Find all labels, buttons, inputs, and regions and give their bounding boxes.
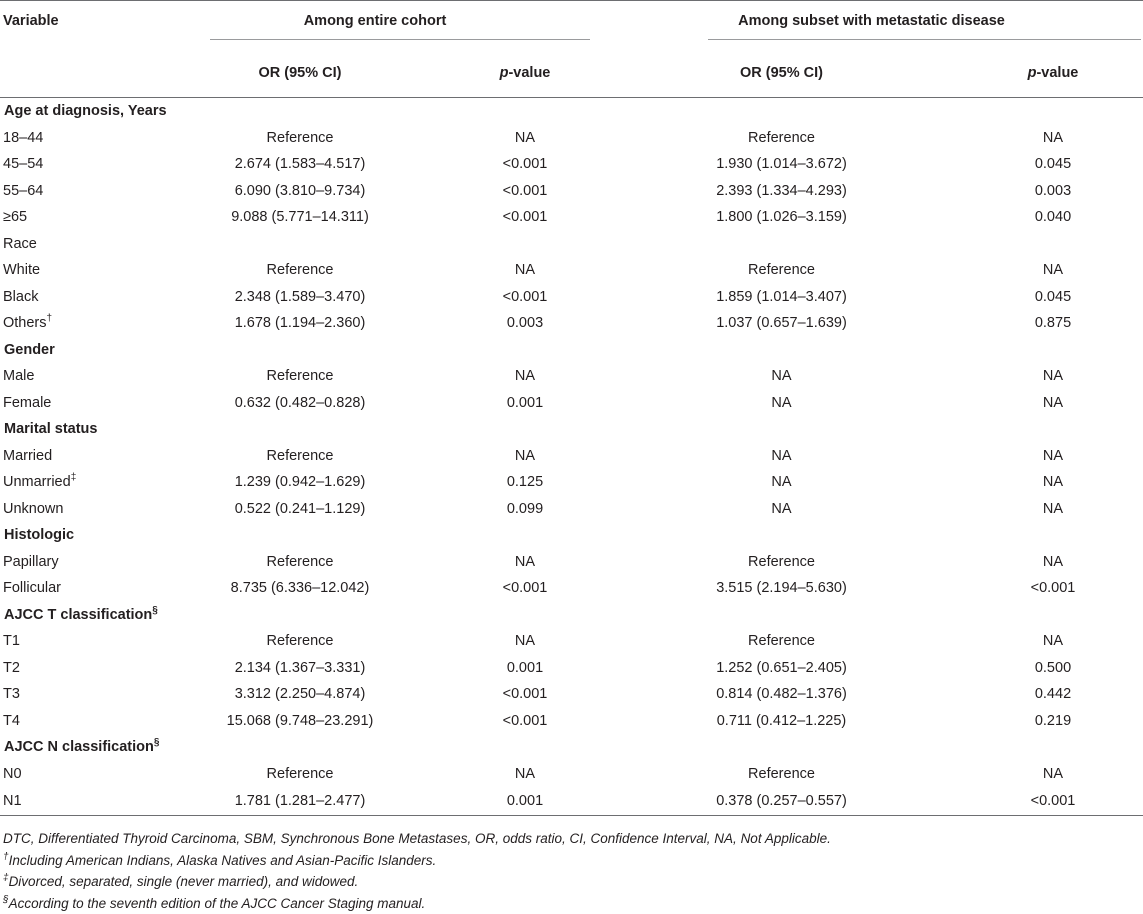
- table-row: [0, 390, 1143, 417]
- group-row: [0, 734, 1143, 761]
- p-value-metastatic: 0.500: [963, 655, 1143, 682]
- footnote: DTC, Differentiated Thyroid Carcinoma, SBM, Synchronous Bone Metastases, OR, odds ratio, CI, Confidence Interval, NA, Not Applicable.: [3, 828, 1143, 850]
- p-value-metastatic: NA: [963, 390, 1143, 417]
- p-value-metastatic: <0.001: [963, 787, 1143, 816]
- group-label: Histologic: [0, 522, 150, 549]
- p-value-metastatic: [963, 98, 1143, 125]
- row-label: Male: [0, 363, 150, 390]
- row-label: Unknown: [0, 496, 150, 523]
- p-value-cohort: <0.001: [450, 178, 600, 205]
- p-value-metastatic: NA: [963, 761, 1143, 788]
- p-value-cohort: NA: [450, 628, 600, 655]
- row-label: White: [0, 257, 150, 284]
- group1-underline: [210, 39, 590, 40]
- or-ci-cohort: 3.312 (2.250–4.874): [150, 681, 450, 708]
- table-row: [0, 204, 1143, 231]
- or-ci-cohort: 6.090 (3.810–9.734): [150, 178, 450, 205]
- table-row: [0, 125, 1143, 152]
- p-value-cohort: <0.001: [450, 681, 600, 708]
- table-row: [0, 575, 1143, 602]
- p-value-cohort: [450, 522, 600, 549]
- table-row: [0, 628, 1143, 655]
- p-value-metastatic: 0.003: [963, 178, 1143, 205]
- p-value-cohort: 0.001: [450, 787, 600, 816]
- group-label: AJCC N classification§: [0, 734, 150, 761]
- table-row: [0, 496, 1143, 523]
- p-value-cohort: NA: [450, 257, 600, 284]
- or-ci-metastatic: [600, 231, 963, 258]
- p-value-metastatic: NA: [963, 443, 1143, 470]
- table-row: [0, 363, 1143, 390]
- footnote-marker: §: [152, 605, 158, 616]
- or-ci-cohort: Reference: [150, 628, 450, 655]
- or-ci-cohort: Reference: [150, 443, 450, 470]
- or-ci-cohort: [150, 734, 450, 761]
- p-value-metastatic: NA: [963, 125, 1143, 152]
- table-row: [0, 655, 1143, 682]
- p-value-cohort: 0.001: [450, 390, 600, 417]
- table-row: [0, 443, 1143, 470]
- p-value-metastatic: 0.219: [963, 708, 1143, 735]
- p-value-cohort: NA: [450, 761, 600, 788]
- footnote: †Including American Indians, Alaska Natives and Asian-Pacific Islanders.: [3, 850, 1143, 872]
- p-value-metastatic: NA: [963, 628, 1143, 655]
- or-ci-cohort: 0.522 (0.241–1.129): [150, 496, 450, 523]
- p-value-metastatic: 0.875: [963, 310, 1143, 337]
- group-row: [0, 337, 1143, 364]
- p-value-metastatic: NA: [963, 469, 1143, 496]
- header-row-columns: [0, 49, 1143, 98]
- row-label: Others†: [0, 310, 150, 337]
- group2-underline: [708, 39, 1141, 40]
- or-ci-metastatic: 1.037 (0.657–1.639): [600, 310, 963, 337]
- p-value-cohort: <0.001: [450, 151, 600, 178]
- footnote-marker: †: [3, 851, 9, 862]
- or-ci-cohort: Reference: [150, 761, 450, 788]
- row-label: T3: [0, 681, 150, 708]
- or-ci-metastatic: Reference: [600, 125, 963, 152]
- p-value-metastatic: NA: [963, 549, 1143, 576]
- table-row: [0, 178, 1143, 205]
- or-ci-metastatic: [600, 337, 963, 364]
- or-ci-metastatic: NA: [600, 443, 963, 470]
- or-ci-cohort: 1.781 (1.281–2.477): [150, 787, 450, 816]
- p-value-metastatic: [963, 337, 1143, 364]
- p-value-metastatic: NA: [963, 496, 1143, 523]
- or-ci-cohort: 2.674 (1.583–4.517): [150, 151, 450, 178]
- or-ci-cohort: Reference: [150, 125, 450, 152]
- table-row: [0, 151, 1143, 178]
- table-body: [0, 98, 1143, 816]
- table-row: [0, 310, 1143, 337]
- row-label: N0: [0, 761, 150, 788]
- or-ci-metastatic: Reference: [600, 549, 963, 576]
- or-ci-cohort: 1.678 (1.194–2.360): [150, 310, 450, 337]
- row-label: 55–64: [0, 178, 150, 205]
- header-or-ci-2: OR (95% CI): [600, 49, 963, 98]
- p-value-cohort: [450, 337, 600, 364]
- or-ci-metastatic: 3.515 (2.194–5.630): [600, 575, 963, 602]
- row-label: Follicular: [0, 575, 150, 602]
- row-label: N1: [0, 787, 150, 816]
- p-value-cohort: [450, 98, 600, 125]
- or-ci-metastatic: NA: [600, 390, 963, 417]
- or-ci-metastatic: NA: [600, 496, 963, 523]
- header-or-ci-1: OR (95% CI): [150, 49, 450, 98]
- or-ci-metastatic: [600, 522, 963, 549]
- row-label: T1: [0, 628, 150, 655]
- p-value-cohort: NA: [450, 549, 600, 576]
- footnote: ‡Divorced, separated, single (never married), and widowed.: [3, 871, 1143, 893]
- group-row: [0, 416, 1143, 443]
- table-row: [0, 708, 1143, 735]
- p-value-metastatic: NA: [963, 363, 1143, 390]
- p-value-metastatic: [963, 734, 1143, 761]
- group-row: [0, 231, 1143, 258]
- or-ci-cohort: 8.735 (6.336–12.042): [150, 575, 450, 602]
- or-ci-metastatic: 2.393 (1.334–4.293): [600, 178, 963, 205]
- p-value-cohort: NA: [450, 443, 600, 470]
- p-value-cohort: [450, 416, 600, 443]
- or-ci-cohort: 9.088 (5.771–14.311): [150, 204, 450, 231]
- or-ci-metastatic: NA: [600, 363, 963, 390]
- or-ci-metastatic: 0.814 (0.482–1.376): [600, 681, 963, 708]
- p-value-cohort: [450, 734, 600, 761]
- or-ci-cohort: 2.134 (1.367–3.331): [150, 655, 450, 682]
- p-value-cohort: [450, 231, 600, 258]
- p-value-cohort: NA: [450, 125, 600, 152]
- p-value-metastatic: 0.442: [963, 681, 1143, 708]
- row-label: Papillary: [0, 549, 150, 576]
- p-value-cohort: [450, 602, 600, 629]
- p-value-cohort: <0.001: [450, 708, 600, 735]
- footnotes: [0, 828, 1143, 914]
- or-ci-metastatic: Reference: [600, 257, 963, 284]
- footnote-marker: §: [154, 737, 160, 748]
- or-ci-cohort: [150, 231, 450, 258]
- row-label: Unmarried‡: [0, 469, 150, 496]
- p-value-metastatic: [963, 522, 1143, 549]
- or-ci-cohort: 1.239 (0.942–1.629): [150, 469, 450, 496]
- p-value-cohort: 0.125: [450, 469, 600, 496]
- header-variable: Variable: [0, 1, 150, 49]
- or-ci-metastatic: Reference: [600, 761, 963, 788]
- or-ci-metastatic: 1.930 (1.014–3.672): [600, 151, 963, 178]
- p-value-metastatic: 0.045: [963, 284, 1143, 311]
- p-value-metastatic: NA: [963, 257, 1143, 284]
- p-value-cohort: NA: [450, 363, 600, 390]
- header-p-value-2: p-value: [963, 49, 1143, 98]
- or-ci-metastatic: [600, 416, 963, 443]
- footnote-marker: ‡: [71, 472, 77, 483]
- or-ci-metastatic: Reference: [600, 628, 963, 655]
- table-row: [0, 257, 1143, 284]
- p-value-metastatic: [963, 416, 1143, 443]
- row-label: T4: [0, 708, 150, 735]
- header-metastatic-subset: Among subset with metastatic disease: [600, 1, 1143, 49]
- p-value-metastatic: [963, 602, 1143, 629]
- row-label: Black: [0, 284, 150, 311]
- or-ci-cohort: [150, 522, 450, 549]
- table-row: [0, 284, 1143, 311]
- header-entire-cohort: Among entire cohort: [150, 1, 600, 49]
- or-ci-metastatic: 0.711 (0.412–1.225): [600, 708, 963, 735]
- or-ci-metastatic: [600, 602, 963, 629]
- group-label: AJCC T classification§: [0, 602, 150, 629]
- group-row: [0, 98, 1143, 125]
- group-label: Marital status: [0, 416, 150, 443]
- p-value-cohort: <0.001: [450, 204, 600, 231]
- footnote-marker: ‡: [3, 873, 9, 884]
- group-label: Gender: [0, 337, 150, 364]
- or-ci-metastatic: 1.252 (0.651–2.405): [600, 655, 963, 682]
- or-ci-cohort: [150, 416, 450, 443]
- table-row: [0, 787, 1143, 816]
- row-label: Married: [0, 443, 150, 470]
- p-value-cohort: <0.001: [450, 284, 600, 311]
- group-label: Race: [0, 231, 150, 258]
- or-ci-metastatic: NA: [600, 469, 963, 496]
- row-label: 45–54: [0, 151, 150, 178]
- or-ci-cohort: Reference: [150, 549, 450, 576]
- header-row-groups: [0, 1, 1143, 49]
- or-ci-cohort: 2.348 (1.589–3.470): [150, 284, 450, 311]
- row-label: 18–44: [0, 125, 150, 152]
- group-label: Age at diagnosis, Years: [0, 98, 150, 125]
- p-value-metastatic: 0.040: [963, 204, 1143, 231]
- table-row: [0, 549, 1143, 576]
- table-row: [0, 469, 1143, 496]
- p-value-cohort: 0.099: [450, 496, 600, 523]
- table-row: [0, 761, 1143, 788]
- table-row: [0, 681, 1143, 708]
- or-ci-cohort: [150, 337, 450, 364]
- p-value-metastatic: [963, 231, 1143, 258]
- p-value-cohort: 0.003: [450, 310, 600, 337]
- p-value-metastatic: <0.001: [963, 575, 1143, 602]
- group-row: [0, 522, 1143, 549]
- or-ci-metastatic: [600, 98, 963, 125]
- header-p-value-1: p-value: [450, 49, 600, 98]
- p-value-cohort: 0.001: [450, 655, 600, 682]
- or-ci-cohort: Reference: [150, 257, 450, 284]
- or-ci-cohort: [150, 602, 450, 629]
- or-ci-metastatic: 1.859 (1.014–3.407): [600, 284, 963, 311]
- footnote: §According to the seventh edition of the AJCC Cancer Staging manual.: [3, 893, 1143, 914]
- or-ci-cohort: Reference: [150, 363, 450, 390]
- p-value-metastatic: 0.045: [963, 151, 1143, 178]
- row-label: ≥65: [0, 204, 150, 231]
- or-ci-metastatic: [600, 734, 963, 761]
- footnote-marker: †: [47, 313, 53, 324]
- or-ci-metastatic: 0.378 (0.257–0.557): [600, 787, 963, 816]
- or-ci-cohort: [150, 98, 450, 125]
- row-label: T2: [0, 655, 150, 682]
- row-label: Female: [0, 390, 150, 417]
- group-row: [0, 602, 1143, 629]
- or-ci-cohort: 15.068 (9.748–23.291): [150, 708, 450, 735]
- p-value-cohort: <0.001: [450, 575, 600, 602]
- or-ci-cohort: 0.632 (0.482–0.828): [150, 390, 450, 417]
- footnote-marker: §: [3, 894, 9, 905]
- or-ci-metastatic: 1.800 (1.026–3.159): [600, 204, 963, 231]
